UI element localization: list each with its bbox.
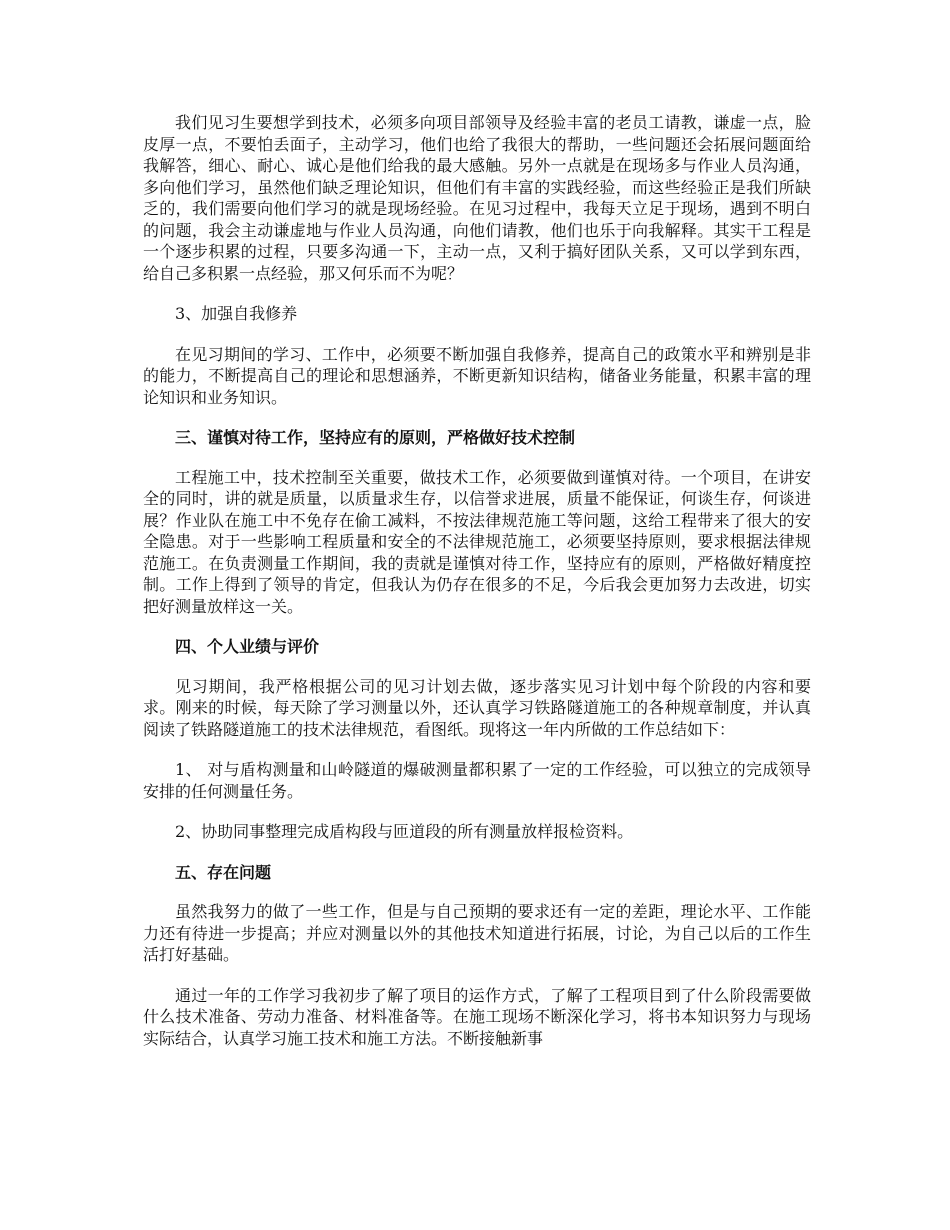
section-heading-technical-control: 三、谨慎对待工作，坚持应有的原则，严格做好技术控制 [175, 428, 576, 447]
paragraph-self-cultivation: 在见习期间的学习、工作中，必须要不断加强自我修养，提高自己的政策水平和辨别是非的能力，不断提高自己的理论和思想涵养，不断更新知识结构，储备业务能量，积累丰富的理论知识和业务知识。 [143, 344, 811, 407]
list-item-1: 1、 对与盾构测量和山岭隧道的爆破测量都积累了一定的工作经验，可以独立的完成领导安排的任何测量任务。 [143, 760, 811, 801]
paragraph-technical-control: 工程施工中，技术控制至关重要，做技术工作，必须要做到谨慎对待。一个项目，在讲安全的同时，讲的就是质量，以质量求生存，以信誉求进展，质量不能保证，何谈生存，何谈进展？作业队在施工中不免存在偷工减料，不按法律规范施工等问题，这给工程带来了很大的安全隐患。对于一些影响工程质量和安全的不法律规范施工，必须要坚持原则，要求根据法律规范施工。在负责测量工作期间，我的责就是谨慎对待工作，坚持应有的原则，严格做好精度控制。工作上得到了领导的肯定，但我认为仍存在很多的不足，今后我会更加努力去改进，切实把好测量放样这一关。 [143, 467, 811, 616]
item-self-cultivation: 3、加强自我修养 [175, 304, 298, 323]
paragraph-problems: 虽然我努力的做了一些工作，但是与自己预期的要求还有一定的差距，理论水平、工作能力还有待进一步提高；并应对测量以外的其他技术知道进行拓展，讨论，为自己以后的工作生活打好基础。 [143, 902, 811, 964]
paragraph-learn-from-veterans: 我们见习生要想学到技术，必须多向项目部领导及经验丰富的老员工请教，谦虚一点，脸皮厚一点，不要怕丢面子，主动学习，他们也给了我很大的帮助，一些问题还会拓展问题面给我解答，细心、耐心、诚心是他们给我的最大感触。另外一点就是在现场多与作业人员沟通，多向他们学习，虽然他们缺乏理论知识，但他们有丰富的实践经验，而这些经验正是我们所缺乏的，我们需要向他们学习的就是现场经验。在见习过程中，我每天立足于现场，遇到不明白的问题，我会主动谦虚地与作业人员沟通，向他们请教，他们也乐于向我解释。其实干工程是一个逐步积累的过程，只要多沟通一下，主动一点，又利于搞好团队关系，又可以学到东西，给自己多积累一点经验，那又何乐而不为呢？ [143, 113, 811, 283]
paragraph-summary: 通过一年的工作学习我初步了解了项目的运作方式，了解了工程项目到了什么阶段需要做什么技术准备、劳动力准备、材料准备等。在施工现场不断深化学习，将书本知识努力与现场实际结合，认真学习施工技术和施工方法。不断接触新事 [143, 985, 811, 1048]
list-item-2: 2、协助同事整理完成盾构段与匝道段的所有测量放样报检资料。 [175, 822, 634, 841]
section-heading-problems: 五、存在问题 [175, 862, 272, 882]
section-heading-performance: 四、个人业绩与评价 [175, 637, 320, 656]
paragraph-performance: 见习期间，我严格根据公司的见习计划去做，逐步落实见习计划中每个阶段的内容和要求。刚来的时候，每天除了学习测量以外，还认真学习铁路隧道施工的各种规章制度，并认真阅读了铁路隧道施工的技术法律规范，看图纸。现将这一年内所做的工作总结如下： [143, 676, 811, 739]
document-body [143, 112, 811, 1068]
